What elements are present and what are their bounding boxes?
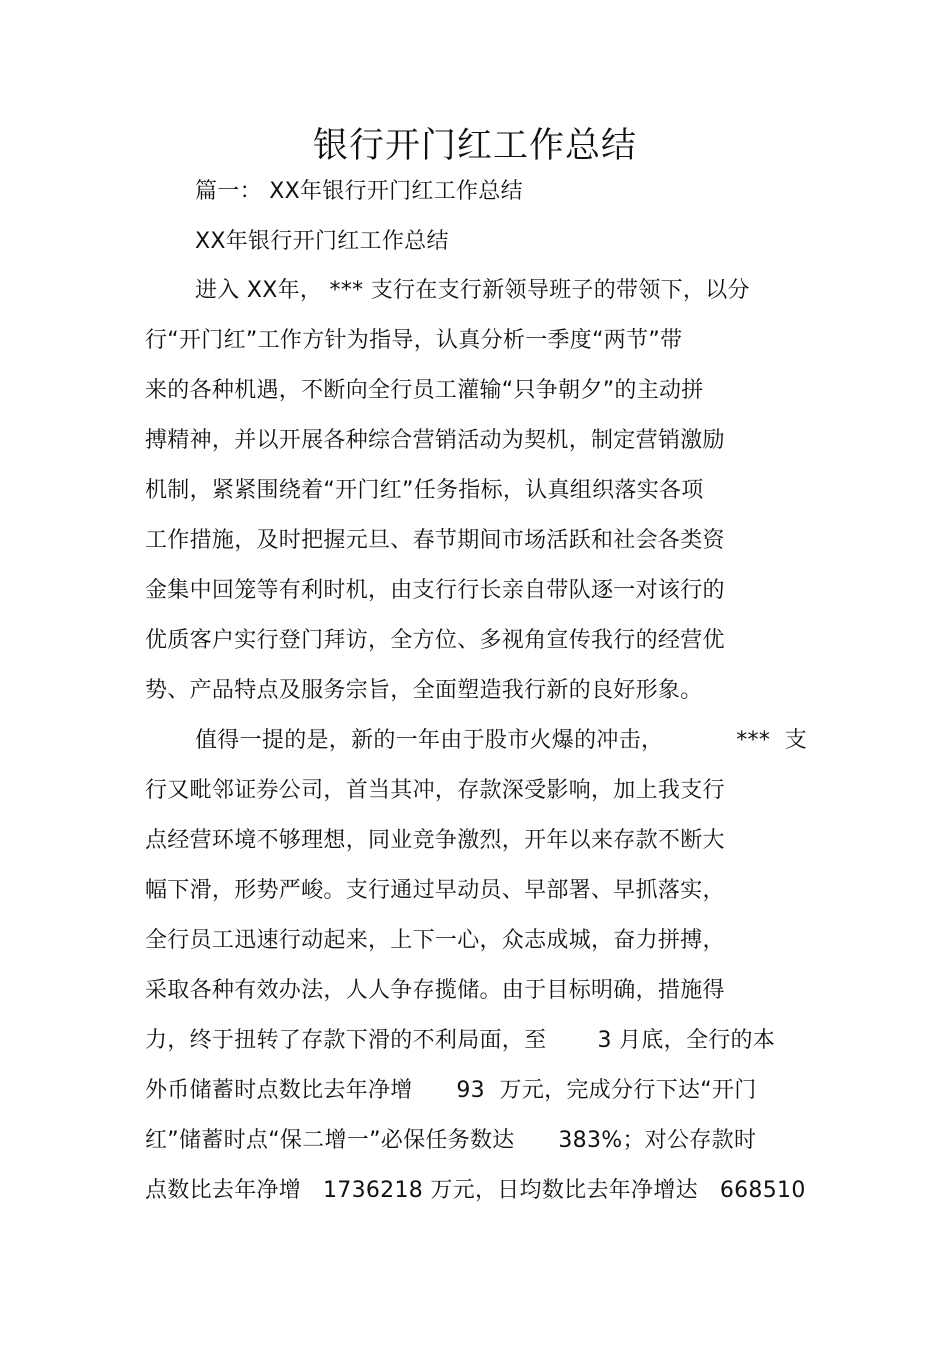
document-title: 银行开门红工作总结 <box>312 126 637 166</box>
paragraph-2-line: 全行员工迅速行动起来，上下一心，众志成城，奋力拼搏， <box>145 928 725 953</box>
paragraph-1-line: 行“开门红”工作方针为指导，认真分析一季度“两节”带 <box>145 328 683 353</box>
paragraph-1-line: 势、产品特点及服务宗旨，全面塑造我行新的良好形象。 <box>145 678 703 703</box>
paragraph-1-line: 机制，紧紧围绕着“开门红”任务指标，认真组织落实各项 <box>145 478 704 503</box>
paragraph-2-line: 红”储蓄时点“保二增一”必保任务数达 383%；对公存款时 <box>145 1128 757 1153</box>
paragraph-1-line: 进入 XX年， *** 支行在支行新领导班子的带领下，以分 <box>195 278 750 303</box>
paragraph-2-line: 点数比去年净增 1736218 万元，日均数比去年净增达 668510 <box>145 1178 806 1203</box>
paragraph-2-line: 行又毗邻证券公司，首当其冲，存款深受影响，加上我支行 <box>145 778 725 803</box>
paragraph-2-line: 幅下滑，形势严峻。支行通过早动员、早部署、早抓落实， <box>145 878 725 903</box>
paragraph-1-line: 金集中回笼等有利时机，由支行行长亲自带队逐一对该行的 <box>145 578 725 603</box>
paragraph-2-line: 力，终于扭转了存款下滑的不利局面，至 3 月底，全行的本 <box>145 1028 776 1053</box>
paragraph-2-line: 值得一提的是，新的一年由于股市火爆的冲击， *** 支 <box>195 728 808 753</box>
paragraph-1-line: 搏精神，并以开展各种综合营销活动为契机，制定营销激励 <box>145 428 725 453</box>
section-heading: XX年银行开门红工作总结 <box>195 229 449 254</box>
paragraph-2-line: 采取各种有效办法，人人争存揽储。由于目标明确，措施得 <box>145 978 725 1003</box>
paragraph-1-line: 来的各种机遇，不断向全行员工灌输“只争朝夕”的主动拼 <box>145 378 704 403</box>
section-subtitle: 篇一： XX年银行开门红工作总结 <box>195 179 523 204</box>
paragraph-1-line: 优质客户实行登门拜访，全方位、多视角宣传我行的经营优 <box>145 628 725 653</box>
paragraph-1-line: 工作措施，及时把握元旦、春节期间市场活跃和社会各类资 <box>145 528 725 553</box>
paragraph-2-line: 点经营环境不够理想，同业竞争激烈，开年以来存款不断大 <box>145 828 725 853</box>
paragraph-2-line: 外币储蓄时点数比去年净增 93 万元，完成分行下达“开门 <box>145 1078 757 1103</box>
